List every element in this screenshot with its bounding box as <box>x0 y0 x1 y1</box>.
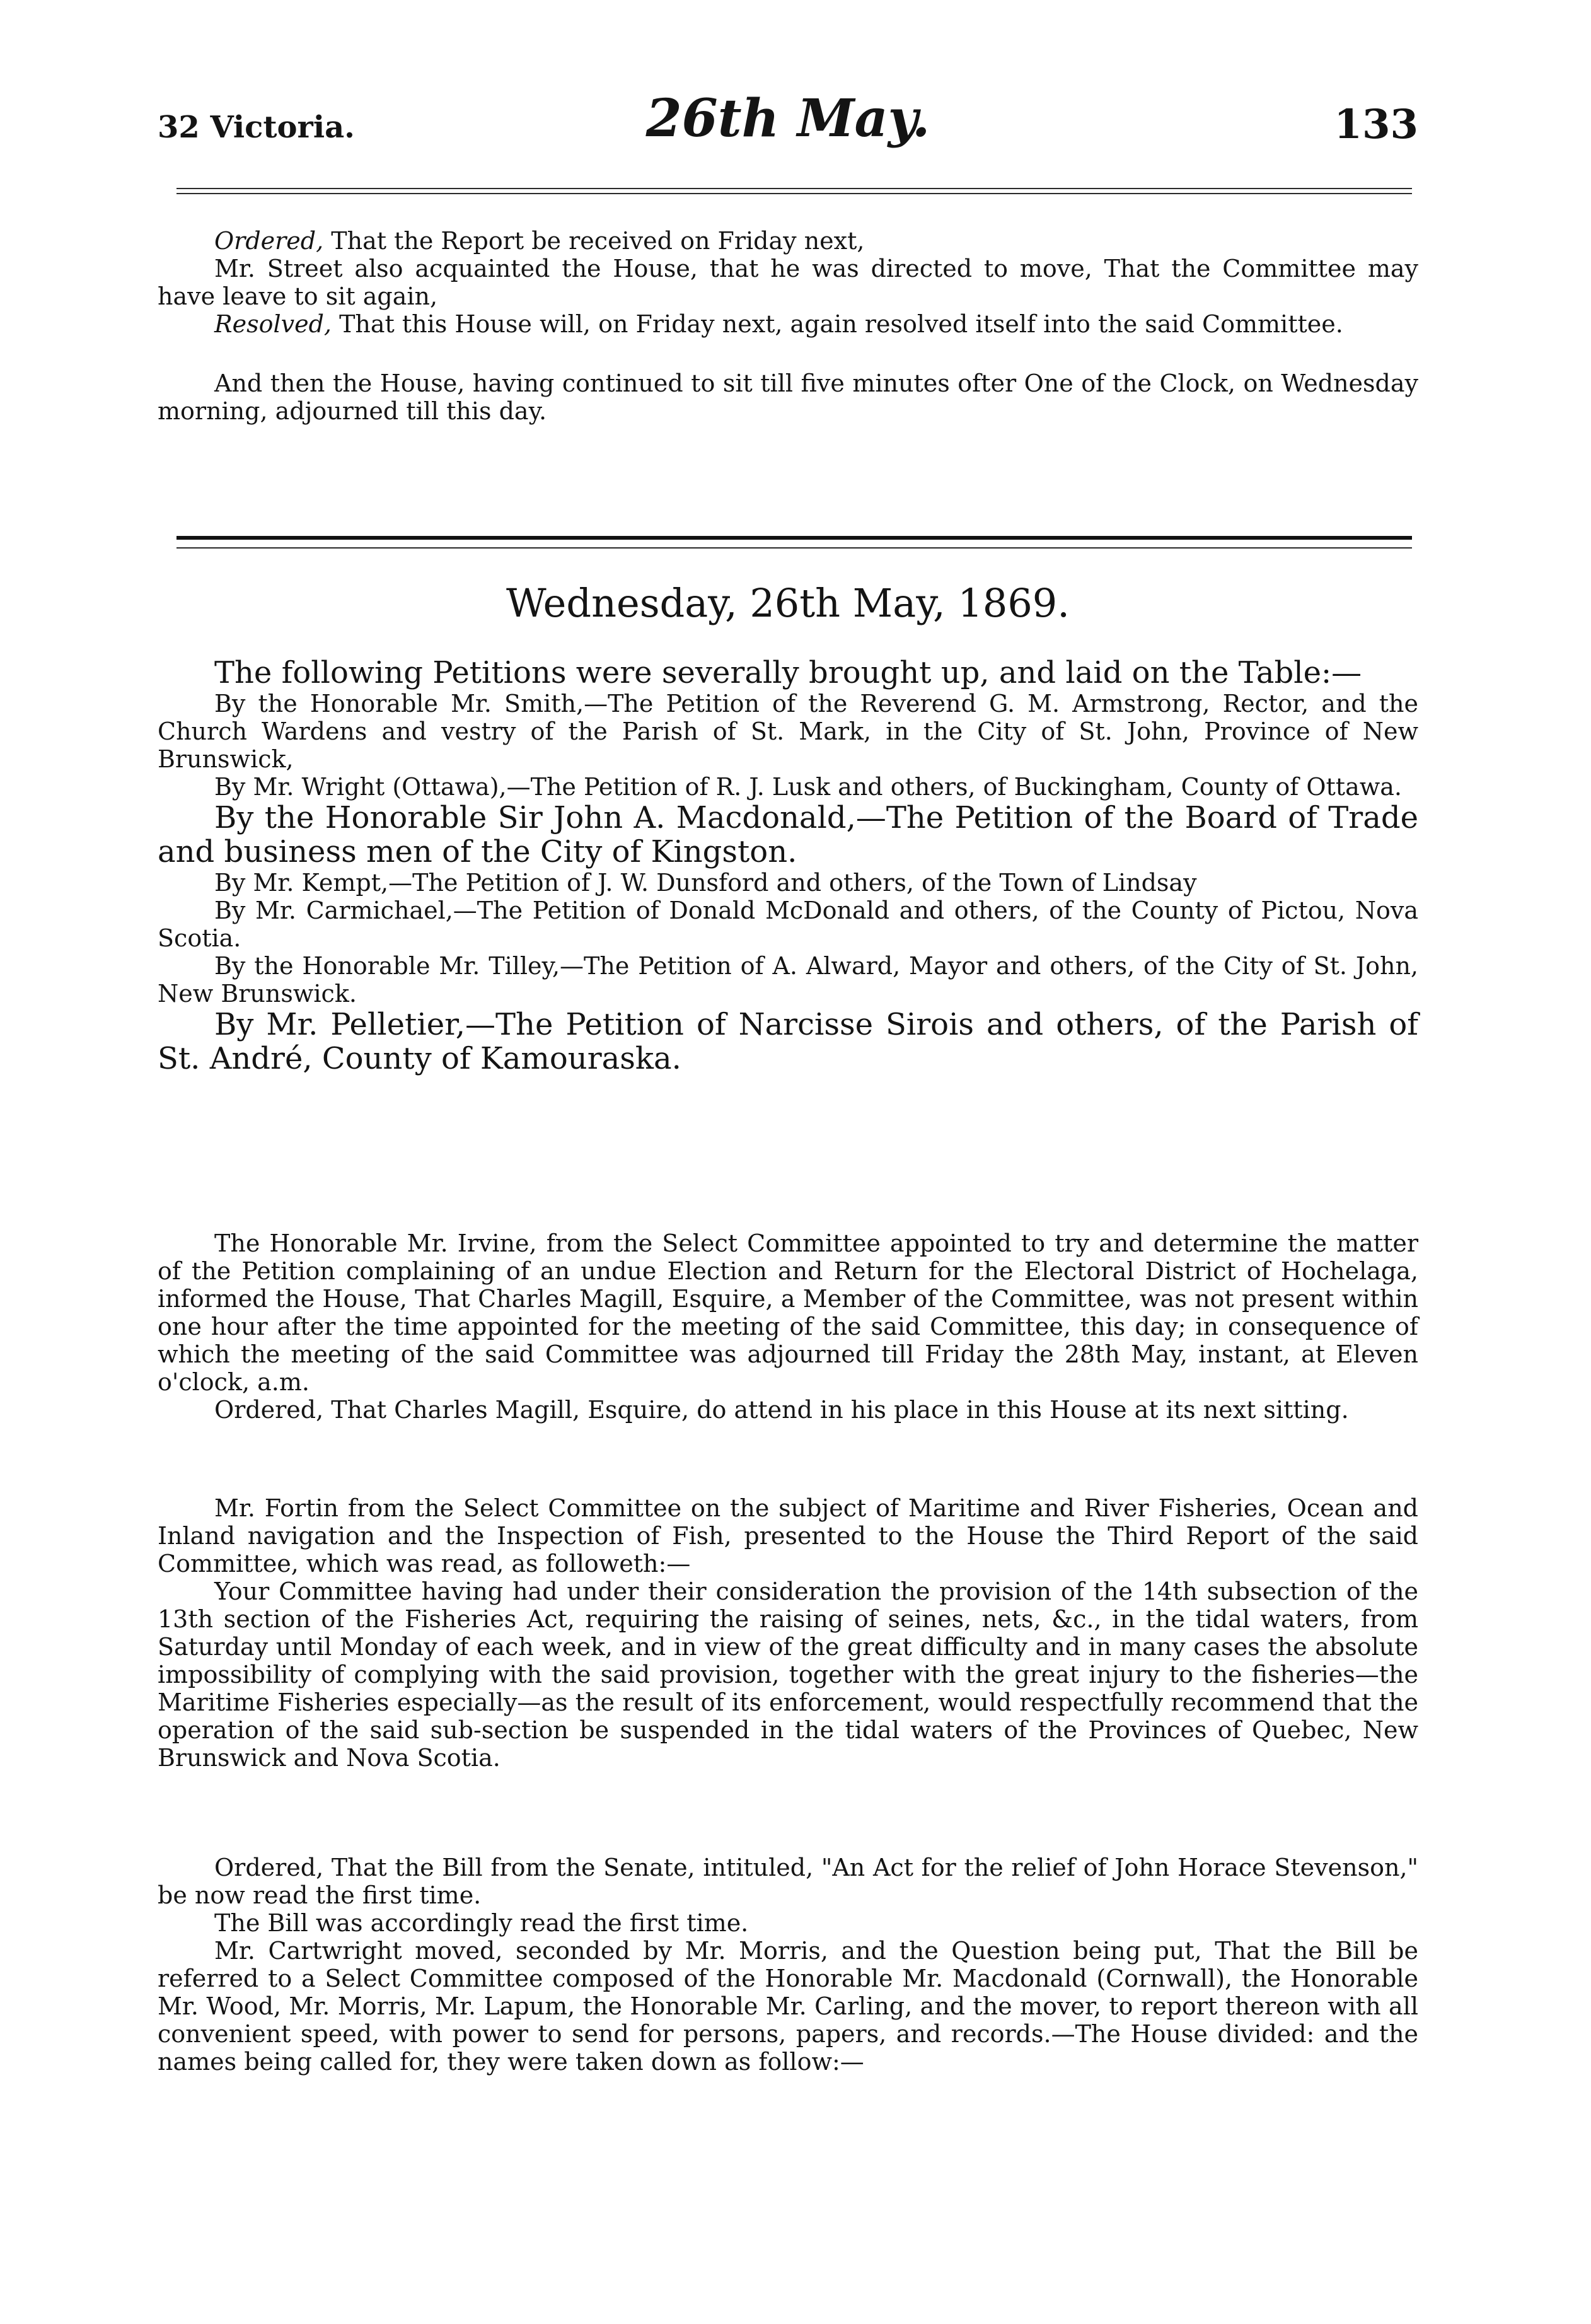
petition-item: By the Honorable Mr. Tilley,—The Petition of A. Alward, Mayor and others, of the City of St. John, New Brunswick. <box>158 952 1418 1008</box>
header-rule-2 <box>176 193 1412 194</box>
header-rule <box>176 188 1412 189</box>
journal-page <box>158 0 1418 2324</box>
petition-item: By Mr. Wright (Ottawa),—The Petition of R. J. Lusk and others, of Buckingham, County of Ottawa. <box>214 773 1402 801</box>
fortin-paragraph: Mr. Fortin from the Select Committee on the subject of Maritime and River Fisheries, Ocean and Inland navigation and the Inspection of Fish, presented to the House the Third Report of the said Committee, which was read, as followeth:— <box>158 1494 1418 1577</box>
street-paragraph: Mr. Street also acquainted the House, that he was directed to move, That the Committee may have leave to sit again, <box>158 255 1418 310</box>
section-rule <box>176 536 1412 540</box>
irvine-section <box>158 1229 1418 1424</box>
report-section <box>158 227 1418 425</box>
petition-item: By Mr. Carmichael,—The Petition of Donald McDonald and others, of the County of Pictou, Nova Scotia. <box>158 897 1418 952</box>
bill-read: The Bill was accordingly read the first time. <box>214 1909 749 1937</box>
petition-item: By Mr. Kempt,—The Petition of J. W. Dunsford and others, of the Town of Lindsay <box>214 869 1197 897</box>
fortin-section <box>158 1494 1418 1772</box>
resolved-paragraph: Resolved, That this House will, on Friday next, again resolved itself into the said Committee. <box>214 310 1343 338</box>
header-date: 26th May. <box>645 88 930 149</box>
petition-item: By the Honorable Mr. Smith,—The Petition of the Reverend G. M. Armstrong, Rector, and the Church Wardens and vestry of the Parish of St. Mark, in the City of St. John, Province of New Brunswick, <box>158 690 1418 773</box>
adjournment-paragraph: And then the House, having continued to sit till five minutes ofter One of the Clock, on Wednesday morning, adjourned till this day. <box>158 369 1418 425</box>
petitions-section <box>158 656 1418 1076</box>
page-header <box>158 88 1418 164</box>
bill-order: Ordered, That the Bill from the Senate, intituled, "An Act for the relief of John Horace Stevenson," be now read the first time. <box>158 1854 1418 1909</box>
cartwright-motion: Mr. Cartwright moved, seconded by Mr. Morris, and the Question being put, That the Bill be referred to a Select Committee composed of the Honorable Mr. Macdonald (Cornwall), the Honorable Mr. Wood, Mr. Morris, Mr. Lapum, the Honorable Mr. Carling, and the mover, to report thereon with all convenient speed, with power to send for persons, papers, and records.—The House divided: and the names being called for, they were taken down as follow:— <box>158 1937 1418 2076</box>
date-heading: Wednesday, 26th May, 1869. <box>506 580 1070 626</box>
page-number: 133 <box>1334 101 1418 148</box>
petition-item: By the Honorable Sir John A. Macdonald,—The Petition of the Board of Trade and business men of the City of Kingston. <box>158 800 1418 869</box>
ordered-paragraph: Ordered, That the Report be received on Friday next, <box>214 227 865 255</box>
section-rule-2 <box>176 547 1412 549</box>
petition-item: By Mr. Pelletier,—The Petition of Narcisse Sirois and others, of the Parish of St. André, County of Kamouraska. <box>158 1007 1418 1076</box>
bill-section <box>158 1854 1418 2076</box>
petitions-intro: The following Petitions were severally brought up, and laid on the Table:— <box>214 655 1362 690</box>
header-session: 32 Victoria. <box>158 110 355 145</box>
irvine-paragraph: The Honorable Mr. Irvine, from the Select Committee appointed to try and determine the matter of the Petition complaining of an undue Election and Return for the Electoral District of Hochelaga, informed the House, That Charles Magill, Esquire, a Member of the Committee, was not present within one hour after the time appointed for the meeting of the said Committee, this day; in consequence of which the meeting of the said Committee was adjourned till Friday the 28th May, instant, at Eleven o'clock, a.m. <box>158 1229 1418 1396</box>
magill-order: Ordered, That Charles Magill, Esquire, do attend in his place in this House at its next sitting. <box>214 1396 1349 1424</box>
committee-report: Your Committee having had under their consideration the provision of the 14th subsection of the 13th section of the Fisheries Act, requiring the raising of seines, nets, &c., in the tidal waters, from Saturday until Monday of each week, and in view of the great difficulty and in many cases the absolute impossibility of complying with the said provision, together with the great injury to the fisheries—the Maritime Fisheries especially—as the result of its enforcement, would respectfully recommend that the operation of the said sub-section be suspended in the tidal waters of the Provinces of Quebec, New Brunswick and Nova Scotia. <box>158 1577 1418 1772</box>
